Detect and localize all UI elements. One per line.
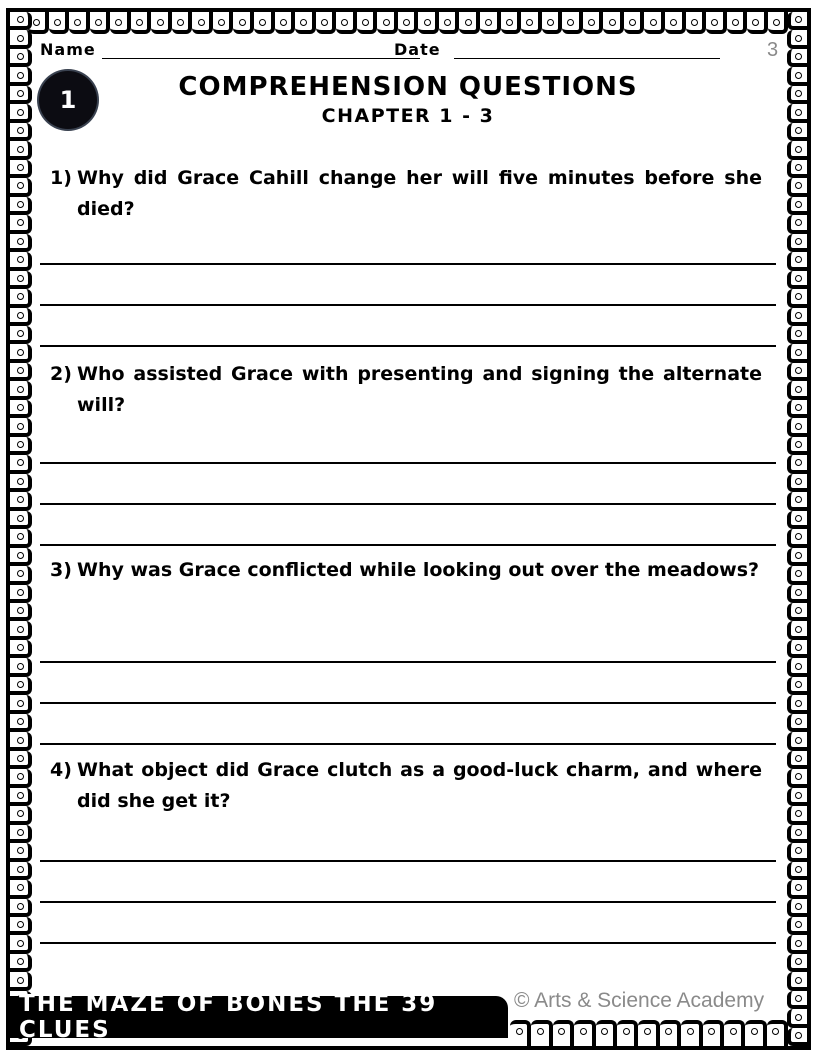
question-text: Why was Grace conflicted while looking out over the meadows? — [77, 559, 760, 581]
answer-line[interactable] — [40, 544, 776, 546]
book-title-banner — [8, 991, 508, 1043]
name-date-row — [40, 40, 780, 62]
question-2 — [50, 359, 762, 421]
answer-line[interactable] — [40, 942, 776, 944]
question-number: 2) — [50, 363, 72, 385]
answer-line[interactable] — [40, 702, 776, 704]
answer-line[interactable] — [40, 304, 776, 306]
answer-line[interactable] — [40, 462, 776, 464]
page-number: 3 — [767, 39, 779, 61]
answer-line[interactable] — [40, 503, 776, 505]
question-text: Who assisted Grace with presenting and signing the alternate will? — [77, 363, 762, 416]
border-strip-top — [28, 12, 788, 34]
date-field[interactable] — [454, 58, 720, 59]
answer-line[interactable] — [40, 345, 776, 347]
section-number-badge: 1 — [39, 71, 97, 129]
answer-line[interactable] — [40, 661, 776, 663]
answer-line[interactable] — [40, 263, 776, 265]
answer-line[interactable] — [40, 743, 776, 745]
name-field[interactable] — [102, 58, 420, 59]
question-4 — [50, 755, 762, 817]
border-strip-right — [787, 12, 809, 1046]
page-title: COMPREHENSION QUESTIONS — [178, 72, 638, 102]
answer-line[interactable] — [40, 860, 776, 862]
answer-line[interactable] — [40, 901, 776, 903]
question-number: 4) — [50, 759, 72, 781]
chapter-range: CHAPTER 1 - 3 — [321, 105, 495, 127]
question-text: Why did Grace Cahill change her will five minutes before she died? — [77, 167, 762, 220]
name-label: Name — [40, 40, 96, 59]
book-title-text: THE MAZE OF BONES THE 39 CLUES — [19, 991, 438, 1043]
question-1 — [50, 163, 762, 225]
question-text: What object did Grace clutch as a good-luck charm, and where did she get it? — [77, 759, 762, 812]
border-strip-bottom — [510, 1020, 788, 1046]
question-number: 1) — [50, 167, 72, 189]
border-strip-left — [10, 12, 32, 1046]
date-label: Date — [394, 40, 441, 59]
question-number: 3) — [50, 559, 72, 581]
question-3 — [50, 555, 762, 586]
copyright-notice: © Arts & Science Academy — [514, 989, 765, 1012]
